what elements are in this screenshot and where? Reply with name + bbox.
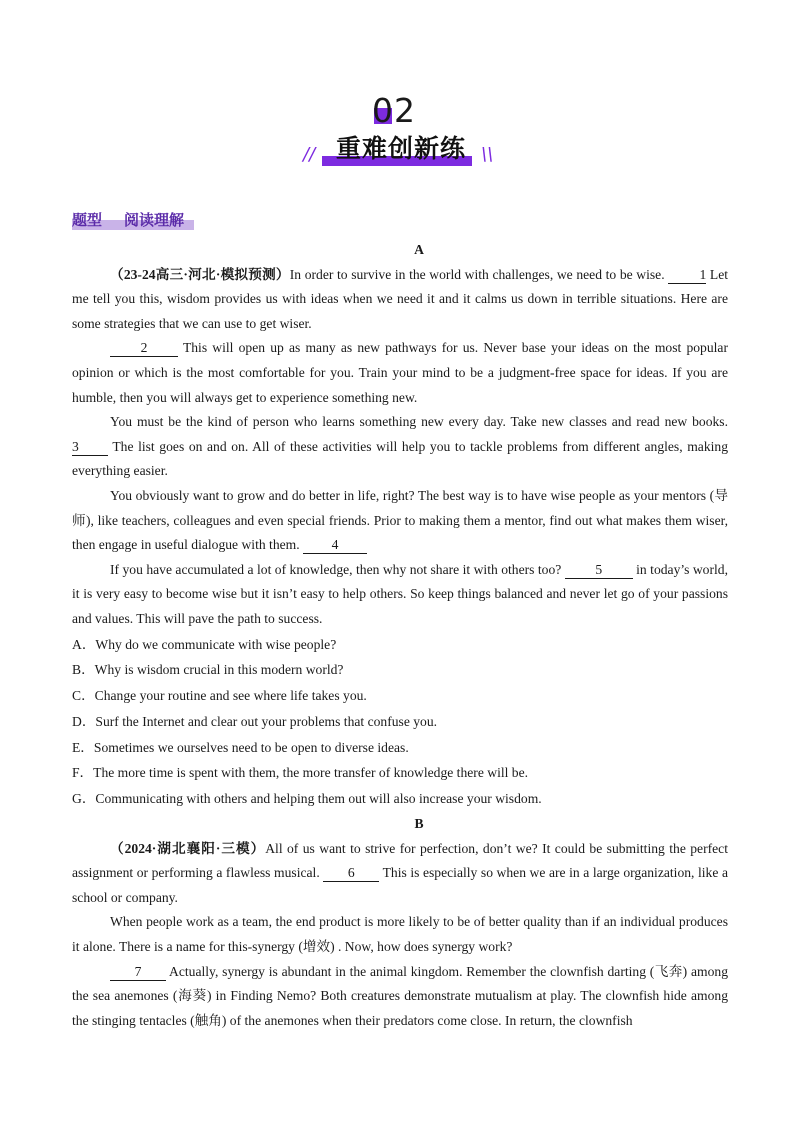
blank-2: 2: [110, 339, 178, 357]
chapter-number-block: [372, 92, 432, 132]
chapter-banner: [0, 92, 800, 182]
passage-a-heading: A: [414, 242, 424, 257]
passage-a-paragraph-1: [72, 263, 728, 337]
passage-a-paragraph-5: [72, 558, 728, 632]
p5-text: If you have accumulated a lot of knowledge, then why not share it with others too?: [110, 561, 562, 577]
question-type-name: 阅读理解: [124, 211, 185, 229]
passage-b-paragraph-1: [72, 837, 728, 911]
b-p3-text: Actually, synergy is abundant in the animal kingdom. Remember the clownfish darting (飞奔) among the sea anemones (海葵) in Finding Nemo? Both creatures demonstrate mutualism at play. The clownfish hide among the stinging tentacles (触角) of the anemones when their predators come close. In return, the clownfish: [72, 963, 728, 1028]
option-e: E．Sometimes we ourselves need to be open to diverse ideas.: [72, 739, 409, 755]
chapter-title: 重难创新练: [335, 134, 466, 163]
p1-text: In order to survive in the world with challenges, we need to be wise.: [289, 266, 665, 282]
passage-content: [72, 238, 728, 1033]
b-p2-text: When people work as a team, the end product is more likely to be of better quality than if an individual produces it alone. There is a name for this-synergy (增效) . Now, how does synergy work?: [72, 914, 728, 955]
p4-text: You obviously want to grow and do better in life, right? The best way is to have wise people as your mentors (导师), like teachers, colleagues and even special friends. Prior to making them a mentor, find out what makes them wiser, then engage in useful dialogue with them.: [72, 487, 728, 553]
passage-a-source: （23-24高三·河北·模拟预测）: [110, 266, 290, 282]
section-label: [72, 209, 184, 231]
option-a: A．Why do we communicate with wise people?: [72, 636, 337, 652]
question-type-label: 题型: [72, 211, 103, 229]
passage-b-heading: B: [414, 816, 424, 832]
blank-3: 3: [72, 438, 108, 456]
option-f: F．The more time is spent with them, the more transfer of knowledge there will be.: [72, 765, 529, 781]
p2-text: This will open up as many as new pathways for us. Never base your ideas on the most popular opinion or which is the most comfortable for you. Train your mind to be a judgment-free space for ideas. If you are humble, then you will always get to experience something new.: [72, 340, 728, 405]
blank-4: 4: [303, 536, 367, 554]
p1-rest: Let me tell you this, wisdom provides us with ideas when we need it and it calms us down in terrible situations. Here are some strategies that we can use to get wiser.: [72, 266, 729, 331]
p3-rest: The list goes on and on. All of these activities will help you to tackle problems from different angles, making everything easier.: [72, 438, 728, 479]
p5-rest: in today’s world, it is very easy to become wise but it isn’t easy to help others. So keep things balanced and never let go of your passions and values. This will pave the path to success.: [72, 561, 728, 626]
b-p1-rest: This is especially so when we are in a large organization, like a school or company.: [72, 865, 728, 905]
passage-a-paragraph-3: [72, 410, 728, 484]
option-d: D．Surf the Internet and clear out your problems that confuse you.: [72, 713, 438, 729]
left-slash-decoration: //: [303, 144, 316, 165]
blank-6: 6: [323, 864, 379, 882]
right-slash-decoration: \\: [481, 144, 494, 165]
blank-5: 5: [565, 561, 633, 579]
passage-a-paragraph-2: [72, 336, 728, 410]
passage-b-source: （2024·湖北襄阳·三模）: [110, 840, 266, 856]
option-c: C．Change your routine and see where life takes you.: [72, 688, 367, 704]
passage-b-paragraph-2: [72, 910, 728, 959]
option-b: B．Why is wisdom crucial in this modern world?: [72, 662, 344, 678]
chapter-number: 02: [372, 91, 416, 130]
p3-text: You must be the kind of person who learns something new every day. Take new classes and read new books.: [110, 414, 728, 430]
passage-b-paragraph-3: [72, 960, 728, 1034]
blank-7: 7: [110, 963, 166, 981]
blank-1: 1: [668, 266, 706, 284]
option-g: G．Communicating with others and helping them out will also increase your wisdom.: [72, 791, 542, 807]
passage-a-paragraph-4: [72, 484, 728, 558]
b-p1-text: All of us want to strive for perfection, don’t we? It could be submitting the perfect assignment or performing a flawless musical.: [72, 840, 728, 881]
